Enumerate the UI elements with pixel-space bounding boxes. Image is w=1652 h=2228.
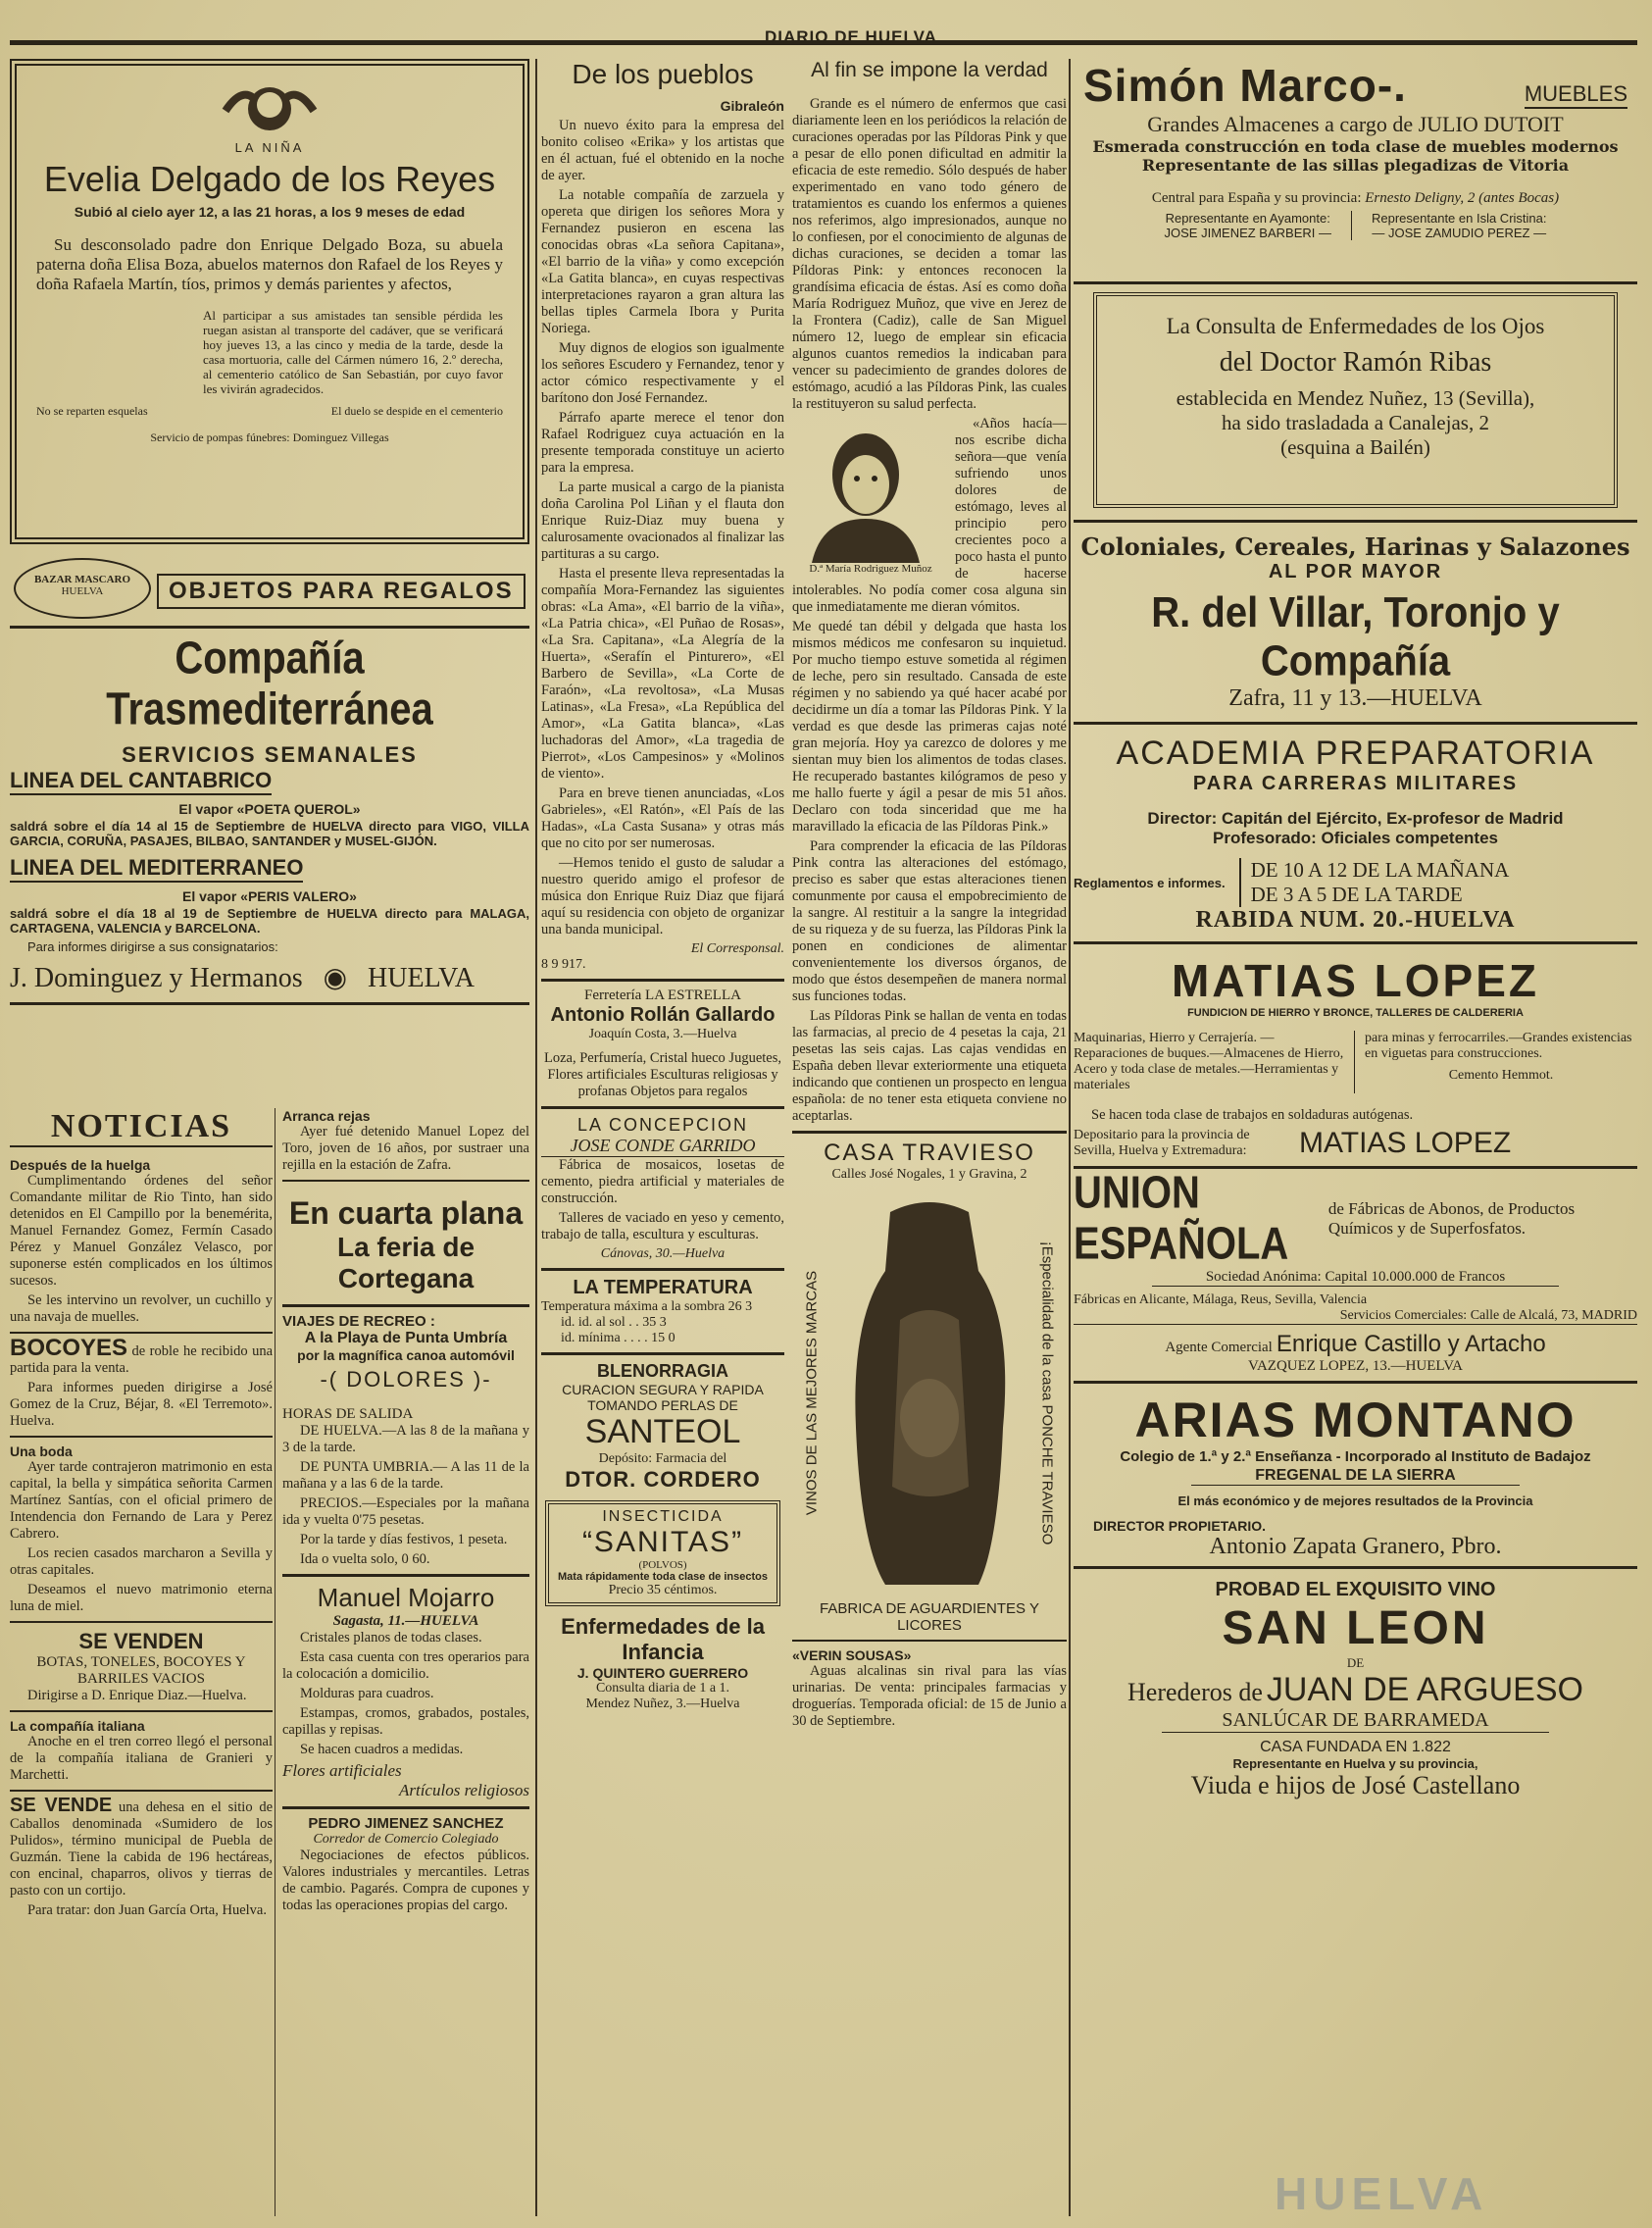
arranca-p: Ayer fué detenido Manuel Lopez del Toro, joven de 16 años, por sustraer una rejilla en la estación de Zafra.: [282, 1124, 529, 1173]
noticias-p7: una dehesa en el sitio de Caballos denominada «Sumidero de los Pulidos», término municipal de Puebla de Guzmán. Tiene la cabida de 196 hectáreas, con encinal, chaparros, olivos y tierras de pasto con un cortijo.: [10, 1799, 274, 1899]
venden-title: SE VENDEN: [78, 1629, 204, 1653]
sanleon-her-name: JUAN DE ARGUESO: [1266, 1671, 1583, 1708]
bazar-ad: [10, 552, 529, 629]
bazar-seal-text: BAZAR MASCARO: [33, 574, 131, 585]
villar-name: R. del Villar, Toronjo y Compañía: [1151, 588, 1560, 685]
noticias-p2: Se les intervino un revolver, un cuchillo y una navaja de muelles.: [10, 1292, 273, 1325]
academia-h1: DE 10 A 12 DE LA MAÑANA: [1250, 858, 1510, 882]
pueblos-p7: Para en breve tienen anunciadas, «Los Gabrieles», «El Ratón», «El País de las Hadas», «La Casta Susana» y otras más que no cito por ser numerosas.: [541, 785, 784, 851]
arias-ad: [1074, 1392, 1637, 1569]
mojarro-i7: Artículos religiosos: [398, 1781, 529, 1799]
estrella-t: Ferretería LA ESTRELLA: [584, 987, 741, 1003]
arias-l2: FREGENAL DE LA SIERRA: [1191, 1467, 1520, 1486]
pueblos-p6: Hasta el presente lleva representadas la compañía Mora-Fernandez las siguientes obras: «La Ama», «El barrio de la viña», «La Patria chica», «El Puñao de Rosas», «La Sra. Capitana», «La Alegría de la Huerta», «Serafín el Pinturero», «El Barbero de Sevilla», «La Corte de Faraón», «La revoltosa», «La Musas Latinas», «La Fresa», «La República del Amor», «La Gatita blanca», «Las luchadoras del Amor», «La tragedia de Pierrot», «Los Campesinos» y «Molinos de viento».: [541, 566, 784, 782]
arias-name: ARIAS MONTANO: [1134, 1392, 1577, 1447]
obituary: [10, 59, 529, 544]
academia-t: ACADEMIA PREPARATORIA: [1116, 734, 1595, 772]
mojarro-i2: Esta casa cuenta con tres operarios para la colocación a domicilio.: [282, 1649, 529, 1682]
sanleon-ad: [1074, 1579, 1637, 1800]
simon-central: Central para España y su provincia:: [1151, 190, 1362, 206]
obit-foot-right: El duelo se despide en el cementerio: [330, 404, 503, 418]
bazar-seal: [14, 558, 151, 619]
pueblos-sig: El Corresponsal.: [690, 941, 784, 956]
obit-foot: [36, 404, 503, 419]
trasmed-agent: J. Dominguez y Hermanos: [10, 963, 303, 993]
column-rule: [1069, 59, 1071, 2216]
simon-l2: Esmerada construcción en toda clase de muebles modernos: [1092, 137, 1619, 156]
column-pink: [792, 59, 1067, 2216]
matias-ad: [1074, 954, 1637, 1169]
concepcion-p2: Talleres de vaciado en yeso y cemento, trabajo de talla, escultura y esculturas.: [541, 1210, 784, 1242]
matias-c1: Maquinarias, Hierro y Cerrajería. —Reparaciones de buques.—Almacenes de Hierro, Acero y toda clase de metales.—Herramientas y materiales: [1074, 1031, 1355, 1093]
ribas-l3: establecida en Mendez Nuñez, 13 (Sevilla),: [1176, 386, 1535, 410]
mojarro-i1: Cristales planos de todas clases.: [300, 1630, 482, 1646]
pink-title: Al fin se impone la verdad: [811, 59, 1048, 81]
viajes-d: Por la tarde y días festivos, 1 peseta.: [300, 1532, 508, 1547]
mojarro-i3: Molduras para cuadros.: [300, 1686, 434, 1701]
simon-central-name: Ernesto Deligny, 2 (antes Bocas): [1365, 190, 1560, 206]
estrella-items: Loza, Perfumería, Cristal hueco Juguetes, Flores artificiales Esculturas religiosas y profanas Objetos para regalos: [544, 1050, 781, 1099]
noticias-h2: Una boda: [10, 1443, 73, 1459]
column-rule: [535, 59, 537, 2216]
ribas-l5: (esquina a Bailén): [1280, 435, 1430, 459]
mojarro-name: Manuel Mojarro: [317, 1583, 495, 1612]
noticias-p3: Ayer tarde contrajeron matrimonio en esta capital, la bella y simpática señorita Carmen Martínez Santías, con el oficial primero de Intendencia don Fernando de Lara y Perez Cabrero.: [10, 1459, 273, 1542]
viajes-b: DE PUNTA UMBRIA.— A las 11 de la mañana y a las 6 de la tarde.: [282, 1459, 529, 1492]
mojarro-i6: Flores artificiales: [282, 1761, 402, 1780]
viajes-a: DE HUELVA.—A las 8 de la mañana y 3 de la tarde.: [282, 1423, 529, 1455]
newspaper-title: DIARIO DE HUELVA: [765, 27, 937, 46]
obit-sub: Subió al cielo ayer 12, a las 21 horas, a los 9 meses de edad: [74, 204, 466, 220]
noticias-p5: Deseamos el nuevo matrimonio eterna luna de miel.: [10, 1582, 273, 1614]
simon-r1-name: JOSE JIMENEZ BARBERI —: [1164, 226, 1331, 240]
bocoyes-title: BOCOYES: [10, 1335, 128, 1361]
arias-l1: Colegio de 1.ª y 2.ª Enseñanza - Incorporado al Instituto de Badajoz: [1120, 1448, 1591, 1465]
union-name: UNION ESPAÑOLA: [1074, 1168, 1289, 1269]
sanitas-l1: Mata rápidamente toda clase de insectos: [558, 1571, 768, 1583]
pedro-role: Corredor de Comercio Colegiado: [313, 1832, 499, 1847]
temp-l3: id. mínima . . . . 15 0: [561, 1331, 676, 1345]
concepcion-name: JOSE CONDE GARRIDO: [541, 1136, 784, 1157]
academia-regl: Reglamentos e informes.: [1074, 875, 1226, 890]
pink-portrait-block: [792, 416, 1067, 616]
simon-r2: Representante en Isla Cristina:: [1372, 211, 1547, 226]
sanleon-rep: Representante en Huelva y su provincia,: [1232, 1756, 1478, 1771]
viajes-e: Ida o vuelta solo, 0 60.: [300, 1551, 430, 1567]
trasmed-vessel2: El vapor «PERIS VALERO»: [182, 888, 357, 904]
travieso-right: ¡Especialidad de la casa PONCHE TRAVIESO: [1038, 1241, 1056, 1545]
infancia-c: Consulta diaria de 1 a 1.: [595, 1681, 730, 1696]
academia-h2: DE 3 A 5 DE LA TARDE: [1250, 883, 1463, 906]
trasmed-line2: LINEA DEL MEDITERRANEO: [10, 855, 303, 883]
noticias-column: [10, 1108, 273, 1922]
matias-p2: Depositario para la provincia de Sevilla, Huelva y Extremadura:: [1074, 1128, 1250, 1158]
travieso-left: VINOS DE LAS MEJORES MARCAS: [803, 1270, 821, 1516]
sanleon-name: SAN LEON: [1222, 1602, 1489, 1654]
portrait: [792, 416, 949, 575]
simon-tag: MUEBLES: [1525, 81, 1627, 109]
trasmed-text1: saldrá sobre el día 14 al 15 de Septiembre de HUELVA directo para VIGO, VILLA GARCIA, CORUÑA, PASAJES, BILBAO, SANTANDER y MUSEL-GIJÓN.: [10, 819, 529, 848]
sanitas-pol: (POLVOS): [638, 1559, 687, 1571]
union-ad: [1074, 1168, 1637, 1384]
academia-dir: Director: Capitán del Ejército, Ex-profesor de Madrid: [1147, 809, 1564, 828]
simon-ad: [1074, 59, 1637, 284]
sanleon-her: Herederos de: [1127, 1678, 1263, 1706]
pedro-name: PEDRO JIMENEZ SANCHEZ: [308, 1815, 504, 1832]
concepcion-addr: Cánovas, 30.—Huelva: [600, 1246, 726, 1261]
academia-sub: PARA CARRERAS MILITARES: [1192, 773, 1519, 794]
bocoyes-1: de roble he recibido una partida para la venta.: [10, 1343, 274, 1376]
union-desc: de Fábricas de Abonos, de Productos Químicos y de Superfosfatos.: [1327, 1199, 1576, 1238]
matias-name: MATIAS LOPEZ: [1171, 955, 1540, 1006]
union-agent: Agente Comercial: [1165, 1340, 1273, 1355]
venden-1: BOTAS, TONELES, BOCOYES Y BARRILES VACIOS: [36, 1654, 246, 1687]
trasmed-title: Compañía Trasmediterránea: [106, 633, 433, 734]
pueblos-title: De los pueblos: [572, 59, 754, 89]
villar-ad: [1074, 520, 1637, 725]
pueblos-p8: —Hemos tenido el gusto de saludar a nuestro querido amigo el profesor de música don Enrique Ruiz Diaz que fijará aquí su residencia con objeto de organizar una banda municipal.: [541, 855, 784, 937]
trasmediterranea-ad: [10, 633, 529, 1005]
column-pueblos: [541, 59, 784, 2216]
estrella-addr: Joaquín Costa, 3.—Huelva: [588, 1027, 737, 1041]
ribas-ad: [1093, 292, 1618, 508]
villar-addr: Zafra, 11 y 13.—HUELVA: [1228, 685, 1482, 711]
simon-name: Simón Marco-.: [1083, 60, 1407, 111]
noticias-p1: Cumplimentando órdenes del señor Comandante militar de Rio Tinto, han sido detenidos en El Campillo por la benemérita, Manuel Fernandez Gomez, Fermín Casado Pérez y Manuel González Velasco, por suponerse estén complicados en los últimos sucesos.: [10, 1173, 273, 1289]
union-fab: Fábricas en Alicante, Málaga, Reus, Sevilla, Valencia: [1074, 1292, 1368, 1307]
verin-t: «VERIN SOUSAS»: [792, 1647, 912, 1663]
sanleon-city: SANLÚCAR DE BARRAMEDA: [1162, 1709, 1549, 1733]
viajes-h: HORAS DE SALIDA: [282, 1406, 414, 1422]
obit-foot-left: No se reparten esquelas: [36, 404, 148, 418]
temp-l2: id. id. al sol . . 35 3: [561, 1315, 667, 1330]
matias-p1: Se hacen toda clase de trabajos en soldaduras autógenas.: [1091, 1107, 1414, 1123]
santeol-l1: CURACION SEGURA Y RAPIDA: [562, 1382, 764, 1397]
travieso-addr: Calles José Nogales, 1 y Gravina, 2: [831, 1167, 1027, 1182]
sanitas-t: INSECTICIDA: [602, 1508, 724, 1525]
viajes-boat: -( DOLORES )-: [320, 1367, 492, 1392]
woman-portrait-icon: [792, 416, 939, 563]
pueblos-p3: Muy dignos de elogios son igualmente los señores Escudero y Fernandez, tenor y actor cómico respectivamente y el barítono don José Fernandez.: [541, 340, 784, 406]
trasmed-inf: Para informes dirigirse a sus consignatarios:: [27, 939, 278, 954]
masthead: [10, 24, 1637, 45]
matias-c2: para minas y ferrocarriles.—Grandes existencias en viguetas para construcciones.: [1365, 1031, 1632, 1061]
pink-p4: Para comprender la eficacia de las Píldoras Pink contra las alteraciones del estómago, preciso es saber que estas alteraciones tienen comunmente por causa el empobrecimiento de la sangre. Al restituir a la sangre la integridad de su riqueza y de su fuerza, las Píldoras Pink la ponen en condiciones de alimentar convenientemente los diversos órganos, de modo que éstos desempeñen de manera normal sus funciones todas.: [792, 838, 1067, 1004]
noticias-p8: Para tratar: don Juan García Orta, Huelva.: [27, 1902, 267, 1918]
viajes-l2: por la magnífica canoa automóvil: [297, 1347, 515, 1363]
infancia-dr: J. QUINTERO GUERRERO: [576, 1665, 749, 1681]
infancia-addr: Mendez Nuñez, 3.—Huelva: [585, 1696, 740, 1711]
obit-service: Servicio de pompas fúnebres: Dominguez Villegas: [150, 430, 389, 444]
noticias-p4: Los recien casados marcharon a Sevilla y otras capitales.: [10, 1545, 273, 1578]
sanitas-name: “SANITAS”: [581, 1526, 744, 1558]
cortegana-l2: La feria de Cortegana: [336, 1232, 476, 1293]
noticias-title: NOTICIAS: [10, 1108, 273, 1147]
santeol-dr: DTOR. CORDERO: [565, 1467, 761, 1492]
infancia-t: Enfermedades de la Infancia: [561, 1614, 765, 1664]
arranca-h: Arranca rejas: [282, 1108, 371, 1124]
concepcion-p1: Fábrica de mosaicos, losetas de cemento, piedra artificial y materiales de construcción.: [541, 1157, 784, 1206]
bottle-icon: [831, 1192, 1027, 1595]
trasmed-line1: LINEA DEL CANTABRICO: [10, 768, 272, 795]
venden-2: Dirigirse a D. Enrique Diaz.—Huelva.: [27, 1688, 247, 1703]
simon-l3: Representante de las sillas plegadizas de Vitoria: [1141, 156, 1570, 175]
estrella-name: Antonio Rollán Gallardo: [550, 1004, 776, 1026]
academia-ad: [1074, 734, 1637, 944]
pueblos-p4: Párrafo aparte merece el tenor don Rafael Rodriguez cuya actuación en la presente temporada constituye un acierto para la empresa.: [541, 410, 784, 476]
trasmed-vessel1: El vapor «POETA QUEROL»: [178, 801, 361, 817]
pueblos-p1: Un nuevo éxito para la empresa del bonito coliseo «Erika» y los artistas que en él actuan, fué el obtenido en la noche de ayer.: [541, 118, 784, 183]
santeol-t: BLENORRAGIA: [597, 1361, 728, 1381]
noticias-h3: La compañía italiana: [10, 1718, 145, 1734]
mojarro-addr: Sagasta, 11.—HUELVA: [332, 1613, 479, 1629]
arias-l3: El más económico y de mejores resultados de la Provincia: [1177, 1494, 1533, 1508]
cherub-icon: [216, 72, 324, 140]
matias-p2-name: MATIAS LOPEZ: [1299, 1127, 1512, 1159]
simon-r2-name: — JOSE ZAMUDIO PEREZ —: [1372, 226, 1547, 240]
ribas-l4: ha sido trasladada a Canalejas, 2: [1222, 411, 1489, 434]
santeol-name: SANTEOL: [584, 1413, 741, 1450]
portrait-caption: D.ª María Rodriguez Muñoz: [809, 563, 932, 575]
trasmed-agent-line: J. Dominguez y Hermanos ◉ HUELVA: [10, 963, 475, 993]
column-left: [10, 59, 529, 2216]
ribas-l1: La Consulta de Enfermedades de los Ojos: [1166, 314, 1545, 338]
pink-p5: Las Píldoras Pink se hallan de venta en todas las farmacias, al precio de 4 pesetas la caja, 21 pesetas las seis cajas. Las cajas vendidas en España deben llevar exteriormente una etiqueta indicando que contienen un prospecto en lengua española: de no tener esta etiqueta conviene no aceptarlas.: [792, 1008, 1067, 1124]
pedro-text: Negociaciones de efectos públicos. Valores industriales y mercantiles. Letras de cambio. Pagarés. Compra de cupones y todas las operaciones propias del cargo.: [282, 1848, 529, 1913]
ribas-l2: del Doctor Ramón Ribas: [1219, 347, 1492, 378]
temp-t: LA TEMPERATURA: [573, 1277, 753, 1298]
verin-p: Aguas alcalinas sin rival para las vías urinarias. De venta: principales farmacias y droguerías. Temporada oficial: de 15 de Junio a 30 de Septiembre.: [792, 1663, 1067, 1729]
pink-p2: «Años hacía—nos escribe dicha señora—que venía sufriendo unos dolores de estómago, leves al principio pero crecientes poco a poco hasta el punto de hacerse intolerables. No podía comer cosa alguna sin que inmediatamente me dieran vómitos.: [792, 416, 1067, 615]
simon-l1: Grandes Almacenes a cargo de JULIO DUTOIT: [1147, 112, 1564, 136]
sanitas-price: Precio 35 céntimos.: [608, 1583, 718, 1597]
santeol-dep: Depósito: Farmacia del: [598, 1451, 727, 1466]
vende-title: SE VENDE: [10, 1795, 113, 1816]
trasmed-text2: saldrá sobre el día 18 al 19 de Septiembre de HUELVA directo para MALAGA, CARTAGENA, VALENCIA y BARCELONA.: [10, 906, 529, 936]
pueblos-p2: La notable compañía de zarzuela y opereta que dirigen los señores Mora y Fernandez pusieron en escena las conocidas obras «La señora Capitana», «El barrio de la viña» y como excepción «La Gatita blanca», en cuyas respectivas interpretaciones rayaron a gran altura las bellas tiples Carmela Ibora y Purita Noriega.: [541, 187, 784, 336]
arias-dir-name: Antonio Zapata Granero, Pbro.: [1209, 1534, 1502, 1559]
academia-addr: RABIDA NUM. 20.-HUELVA: [1195, 907, 1516, 933]
academia-prof: Profesorado: Oficiales competentes: [1213, 829, 1498, 847]
pueblos-date: 8 9 917.: [541, 957, 586, 972]
matias-cem: Cemento Hemmot.: [1448, 1068, 1554, 1083]
simon-r1: Representante en Ayamonte:: [1165, 211, 1330, 226]
cortegana-l1: En cuarta plana: [288, 1195, 524, 1231]
bazar-seal-city: HUELVA: [61, 585, 104, 597]
villar-l2: AL POR MAYOR: [1268, 561, 1443, 582]
noticias-p6: Anoche en el tren correo llegó el personal de la compañía italiana de Granieri y Marchetti.: [10, 1734, 273, 1783]
sanleon-de: DE: [1346, 1655, 1365, 1670]
mojarro-i4: Estampas, cromos, grabados, postales, capillas y repisas.: [282, 1705, 529, 1738]
mid-left-column: [282, 1108, 529, 1917]
villar-l1: Coloniales, Cereales, Harinas y Salazones: [1080, 532, 1630, 561]
trasmed-city: HUELVA: [368, 963, 475, 993]
pink-p1: Grande es el número de enfermos que casi diariamente leen en los periódicos la relación de curaciones operadas por las Píldoras Pink y que a pesar de ello ponen dificultad en admitir la eficacia de este remedio. Sólo después de haber experimentado en vano todo género de tratamientos es cuando los enfermos a quienes nos referimos, algo impresionados, aunque no lo confiesen, por el conocimiento de algunas de dichas curaciones, se deciden a tomar las Píldoras Pink: y entonces reconocen la grandísima eficacia de éstas. Así es como doña María Rodriguez Muñoz, que vive en Jerez de la Frontera (Cadiz), calle de San Miguel número 12, luego de emplear sin eficacia algunos cuantos remedios la indicaban para vencer su padecimiento de grandes dolores de estómago, acudió a las Píldoras Pink, las cuales la restituyeron su salud perfecta.: [792, 96, 1067, 412]
union-soc: Sociedad Anónima: Capital 10.000.000 de Francos: [1152, 1269, 1559, 1287]
bocoyes-2: Para informes pueden dirigirse a José Gomez de la Cruz, Béjar, 8. «El Terremoto». Huelva.: [10, 1380, 273, 1429]
sanitas-ad: [545, 1500, 780, 1606]
obit-body: Su desconsolado padre don Enrique Delgado Boza, su abuela paterna doña Elisa Boza, abuelos maternos don Rafael de los Reyes y doña Rafaela Martín, tíos, primos y demás parientes y afectos,: [36, 235, 503, 293]
watermark-logo: HUELVA: [1275, 2168, 1489, 2219]
sanleon-fund: CASA FUNDADA EN 1.822: [1260, 1739, 1451, 1755]
matias-sub: FUNDICION DE HIERRO Y BRONCE, TALLERES DE CALDERERIA: [1187, 1007, 1524, 1019]
union-serv: Servicios Comerciales: Calle de Alcalá, 73, MADRID: [1074, 1308, 1637, 1325]
sanleon-rep-name: Viuda e hijos de José Castellano: [1190, 1771, 1521, 1799]
mojarro-i5: Se hacen cuadros a medidas.: [300, 1742, 464, 1757]
viajes-c: PRECIOS.—Especiales por la mañana ida y vuelta 0'75 pesetas.: [282, 1495, 529, 1528]
santeol-l2: TOMANDO PERLAS DE: [587, 1397, 738, 1413]
pueblos-p5: La parte musical a cargo de la pianista doña Carolina Pol Liñan y el flauta don Enrique Ruiz-Diaz muy buena y calurosamente ovacionados al finalizar las partituras a su cargo.: [541, 480, 784, 562]
obit-heading: LA NIÑA: [234, 140, 305, 155]
obit-body2: Al participar a sus amistades tan sensible pérdida les ruegan asistan al transporte del cadáver, que se verificará hoy jueves 13, a las cinco y media de la tarde, desde la casa mortuoria, calle del Cármen número 16, 2.º derecha, al cementerio católico de San Sebastián, por cuyo favor les vivirán agradecidos.: [203, 308, 503, 396]
noticias-h1: Después de la huelga: [10, 1157, 151, 1173]
pink-p3: Me quedé tan débil y delgada que hasta los mismos médicos me confesaron su inquietud. Por mucho tiempo estuve sometida al régimen de leche, pero sin resultado. Cansada de este régimen y no sabiendo ya qué hacer acabé por decidirme un día a tomar las Píldoras Pink. Y la verdad es que desde las primeras cajas noté gran mejoría. Hoy ya carezco de dolores y me sientan muy bien los alimentos de todas clases. He recuperado bastantes kilógramos de peso y me hallo fuerte y ágil a pesar de mis 51 años. Declaro con toda sinceridad que me ha maravillado la eficacia de las Píldoras Pink.»: [792, 619, 1067, 835]
column-right-ads: [1074, 59, 1637, 2216]
obit-name: Evelia Delgado de los Reyes: [43, 159, 496, 199]
travieso-art: [792, 1189, 1067, 1600]
union-agent-name: Enrique Castillo y Artacho: [1276, 1331, 1546, 1357]
union-addr: VAZQUEZ LOPEZ, 13.—HUELVA: [1248, 1358, 1463, 1374]
travieso-foot: FABRICA DE AGUARDIENTES Y LICORES: [820, 1600, 1039, 1634]
travieso-t: CASA TRAVIESO: [824, 1139, 1035, 1166]
sanleon-l1: PROBAD EL EXQUISITO VINO: [1215, 1579, 1496, 1600]
viajes-l1: A la Playa de Punta Umbría: [304, 1330, 508, 1346]
concepcion-t: LA CONCEPCION: [576, 1115, 749, 1135]
pueblos-place: Gibraleón: [720, 98, 784, 114]
trasmed-services: SERVICIOS SEMANALES: [122, 742, 418, 767]
bazar-text: OBJETOS PARA REGALOS: [157, 574, 526, 609]
viajes-t: VIAJES DE RECREO :: [282, 1313, 435, 1330]
temp-l1: Temperatura máxima a la sombra 26 3: [541, 1299, 753, 1314]
arias-dir: DIRECTOR PROPIETARIO.: [1093, 1518, 1267, 1534]
